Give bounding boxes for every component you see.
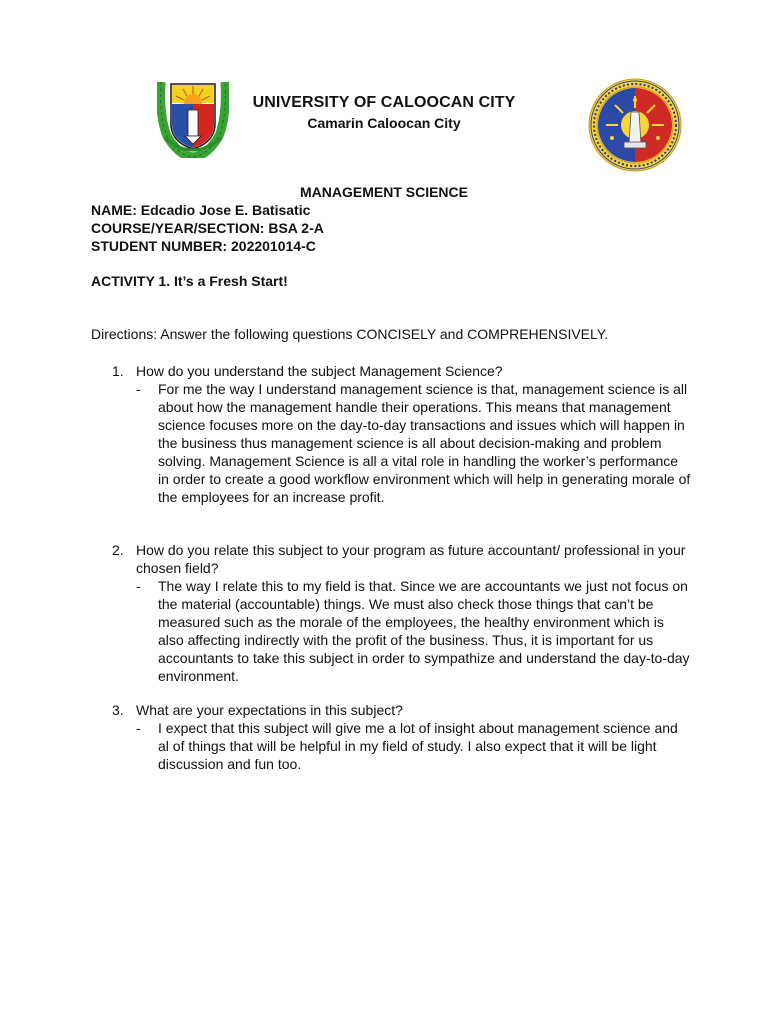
student-number: STUDENT NUMBER: 202201014-C: [91, 238, 316, 254]
answer-text: The way I relate this to my field is that. Since we are accountants we just not focus on the material (accountable) things. We must also check those things that can’t be measured such as the morale of the employees, the healthy environment which is also affecting indirectly with the profit of the business. Thus, it is important for us accountants to take this subject in order to sympathize and understand the day-to-day environment.: [158, 578, 690, 684]
activity-title: ACTIVITY 1. It’s a Fresh Start!: [91, 273, 288, 289]
question-item-2: [112, 541, 692, 685]
course-section: COURSE/YEAR/SECTION: BSA 2-A: [91, 220, 324, 236]
question-number: 2.: [112, 542, 124, 558]
answer-block: [112, 380, 692, 506]
answer-text: I expect that this subject will give me a lot of insight about management science and al of things that will be helpful in my field of study. I also expect that it will be light discussion and fun too.: [158, 720, 678, 772]
subject-title: MANAGEMENT SCIENCE: [299, 184, 468, 200]
question-number: 1.: [112, 363, 124, 379]
question-item-3: [112, 701, 692, 773]
question-text: How do you understand the subject Management Science?: [136, 363, 503, 379]
question-text: What are your expectations in this subject?: [136, 702, 403, 718]
campus-name: Camarin Caloocan City: [307, 115, 461, 131]
student-info: [91, 201, 324, 255]
answer-dash: -: [136, 381, 141, 397]
question-text: How do you relate this subject to your program as future accountant/ professional in your chosen field?: [136, 542, 686, 576]
directions-text: Directions: Answer the following questions CONCISELY and COMPREHENSIVELY.: [91, 326, 609, 342]
question-item-1: [112, 362, 692, 506]
university-name: UNIVERSITY OF CALOOCAN CITY: [252, 94, 516, 111]
answer-text: For me the way I understand management science is that, management science is all about how the management handle their operations. This means that management science focuses more on the day-to-day transactions and issues which will happen in the business thus management science is all about decision-making and problem solving. Management Science is all a vital role in handling the worker’s performance in order to create a good workflow environment which will help in generating morale of the employees for an increase profit.: [158, 381, 691, 505]
answer-block: [112, 719, 692, 773]
answer-block: [112, 577, 692, 685]
answer-dash: -: [136, 578, 141, 594]
student-name: NAME: Edcadio Jose E. Batisatic: [91, 202, 311, 218]
question-number: 3.: [112, 702, 124, 718]
answer-dash: -: [136, 720, 141, 736]
